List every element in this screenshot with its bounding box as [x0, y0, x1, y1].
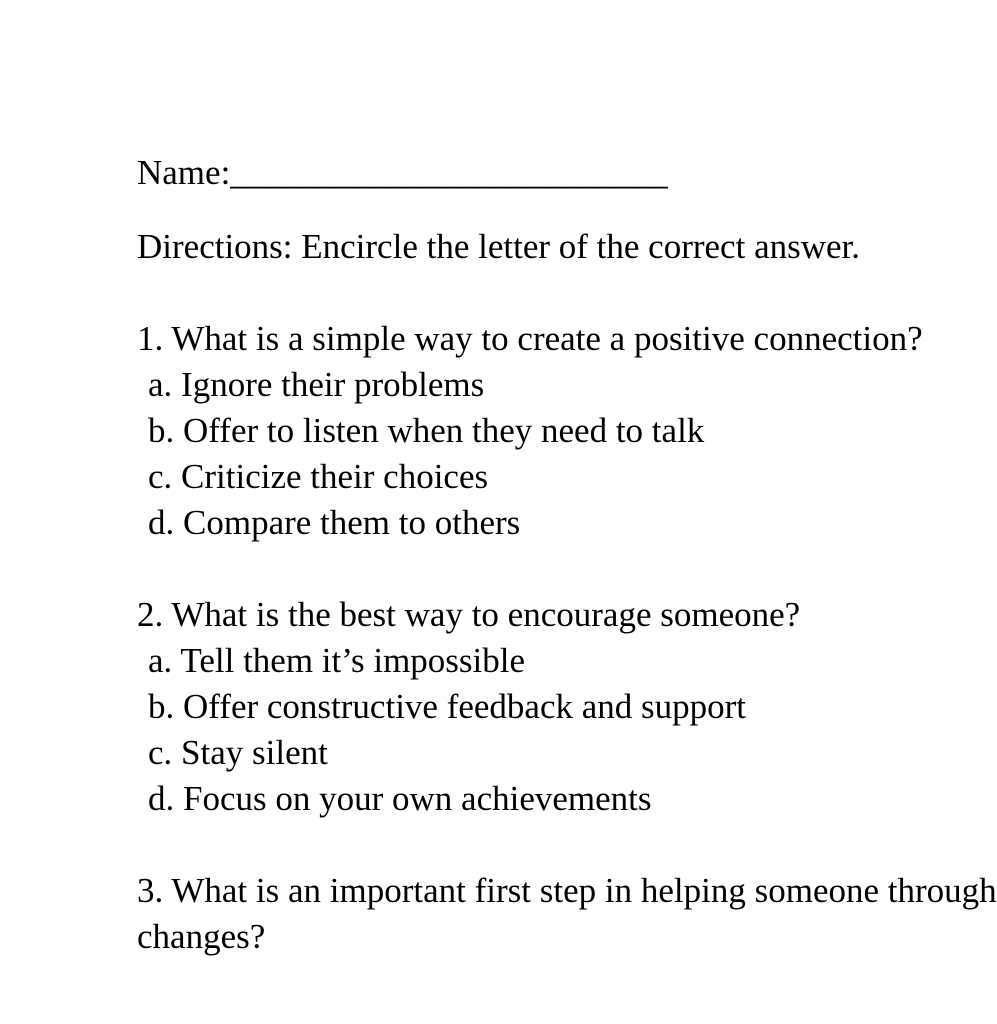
question-3-text-line-1: 3. What is an important first step in helping someone through [137, 871, 997, 910]
question-1-option-b: b. Offer to listen when they need to talk [148, 411, 705, 450]
question-1-text: 1. What is a simple way to create a positive connection? [137, 319, 923, 358]
question-1-option-d: d. Compare them to others [148, 503, 521, 542]
question-2-option-a: a. Tell them it’s impossible [148, 641, 526, 680]
question-3-text-line-2: changes? [137, 917, 266, 956]
question-2-option-c: c. Stay silent [148, 733, 328, 772]
directions-text: Directions: Encircle the letter of the correct answer. [137, 227, 861, 266]
question-2-text: 2. What is the best way to encourage someone? [137, 595, 801, 634]
question-2-option-b: b. Offer constructive feedback and support [148, 687, 747, 726]
question-1-option-a: a. Ignore their problems [148, 365, 485, 404]
question-2-option-d: d. Focus on your own achievements [148, 779, 652, 818]
name-field-label: Name:_________________________ [137, 153, 668, 192]
question-1-option-c: c. Criticize their choices [148, 457, 489, 496]
